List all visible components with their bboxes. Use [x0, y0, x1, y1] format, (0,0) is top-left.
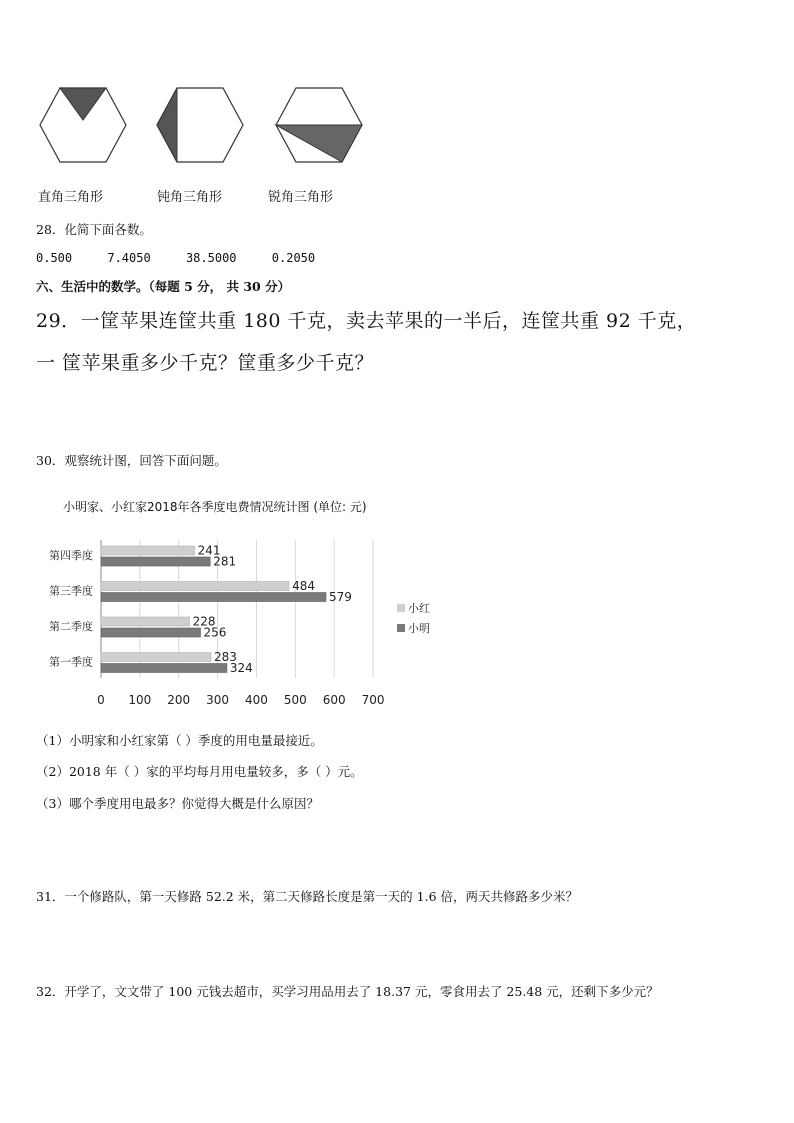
section-6-heading: 六、生活中的数学。（每题 5 分， 共 30 分） [36, 279, 291, 294]
hexagon-obtuse-triangle-figure [155, 86, 245, 164]
category-label: 第二季度 [49, 620, 93, 633]
legend-label: 小红 [408, 602, 430, 615]
number-item: 38.5000 [185, 251, 237, 265]
question-30: 30．观察统计图，回答下面问题。 [36, 453, 227, 468]
bar-xiaoming [101, 557, 210, 566]
data-label: 484 [292, 579, 315, 593]
data-label: 283 [213, 650, 237, 664]
question-30-sub1: （1）小明家和小红家第（ ）季度的用电量最接近。 [36, 733, 323, 748]
bar-xiaohong [101, 582, 289, 591]
bar-xiaoming [101, 593, 326, 602]
x-tick-label: 300 [206, 693, 230, 707]
figure-label-acute: 锐角三角形 [268, 190, 334, 205]
bar-xiaoming [101, 664, 227, 673]
number-item: 7.4050 [107, 251, 151, 265]
hexagon-right-triangle-figure [38, 86, 128, 164]
x-tick-label: 500 [283, 693, 307, 707]
question-32: 32．开学了，文文带了 100 元钱去超市，买学习用品用去了 18.37 元，零食用去了 25.48 元，还剩下多少元？ [36, 984, 659, 999]
category-label: 第三季度 [49, 584, 93, 598]
legend-swatch [397, 624, 405, 632]
data-label: 324 [229, 661, 253, 675]
bar-xiaohong [101, 546, 195, 555]
legend-swatch [397, 604, 405, 612]
x-tick-label: 0 [97, 693, 105, 707]
figure-label-obtuse: 钝角三角形 [157, 190, 223, 205]
bar-xiaohong [101, 653, 211, 662]
question-30-sub2: （2）2018 年（ ）家的平均每月用电量较多，多（ ）元。 [36, 764, 363, 779]
category-label: 第一季度 [49, 655, 93, 669]
data-label: 281 [213, 554, 237, 569]
category-label: 第四季度 [49, 549, 93, 562]
x-tick-label: 200 [167, 693, 191, 707]
data-label: 256 [203, 625, 227, 640]
number-item: 0.500 [36, 251, 73, 265]
electricity-bar-chart [36, 532, 456, 712]
question-29-line2: 一 筐苹果重多少千克？筐重多少千克？ [36, 352, 375, 374]
x-tick-label: 400 [244, 693, 268, 707]
legend-label: 小明 [408, 622, 430, 635]
x-tick-label: 600 [322, 693, 346, 707]
chart-title: 小明家、小红家2018年各季度电费情况统计图 (单位: 元) [63, 500, 367, 514]
hexagon-acute-triangle-figure [274, 86, 364, 164]
data-label: 579 [328, 590, 352, 604]
data-label: 228 [192, 614, 216, 629]
bar-xiaoming [101, 628, 200, 637]
question-30-sub3: （3）哪个季度用电最多？你觉得大概是什么原因？ [36, 796, 319, 811]
question-28: 28．化简下面各数。 [36, 222, 152, 237]
bar-xiaohong [101, 617, 190, 626]
question-31: 31．一个修路队，第一天修路 52.2 米，第二天修路长度是第一天的 1.6 倍，两天共修路多少米？ [36, 889, 579, 904]
question-28-numbers [36, 251, 343, 265]
question-29-line1: 29．一筐苹果连筐共重 180 千克，卖去苹果的一半后，连筐共重 92 千克， [36, 310, 697, 332]
x-tick-label: 100 [128, 693, 152, 707]
x-tick-label: 700 [361, 693, 385, 707]
data-label: 241 [197, 543, 221, 558]
figure-label-right: 直角三角形 [38, 190, 104, 205]
number-item: 0.2050 [271, 251, 316, 265]
